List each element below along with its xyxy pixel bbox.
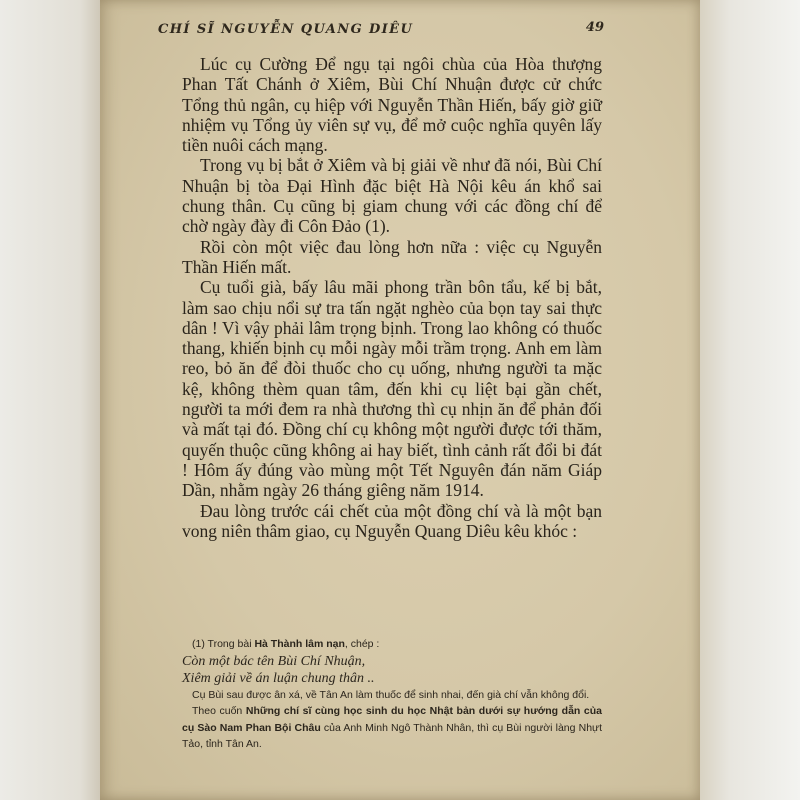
footnote-intro [182, 636, 602, 653]
right-background-margin [700, 0, 800, 800]
footnote-source-note [182, 703, 602, 753]
paragraph: Lúc cụ Cường Để ngụ tại ngôi chùa của Hòa thượng Phan Tất Chánh ở Xiêm, Bùi Chí Nhuận được cử chức Tổng thủ ngân, cụ hiệp với Nguyễn Thần Hiến, bấy giờ giữ nhiệm vụ Tổng ủy viên sự vụ, để mở cuộc nghĩa quyên lấy tiền nuôi cách mạng. [182, 54, 602, 156]
paragraph: Trong vụ bị bắt ở Xiêm và bị giải về như đã nói, Bùi Chí Nhuận bị tòa Đại Hình đặc biệt Hà Nội kêu án khổ sai chung thân. Cụ cũng bị giam chung với các đồng chí để chờ ngày đày đi Côn Đảo (1). [182, 155, 602, 237]
footnote-note: Cụ Bùi sau được ân xá, về Tân An làm thuốc để sinh nhai, đến già chí vẫn không đổi. [192, 688, 590, 701]
footnote-intro-prefix: (1) Trong bài [192, 638, 255, 650]
running-head: CHÍ SĨ NGUYỄN QUANG DIÊU [158, 22, 414, 37]
paragraph: Rồi còn một việc đau lòng hơn nữa : việc cụ Nguyễn Thần Hiến mất. [182, 236, 602, 277]
footnote-verse-line: Còn một bác tên Bùi Chí Nhuận, [182, 653, 366, 669]
footnote-source-suffix: của Anh Minh Ngô Thành Nhân, thì cụ Bùi người làng Nhựt Tảo, tỉnh Tân An. [182, 721, 602, 750]
footnote-intro-suffix: , chép : [344, 638, 380, 650]
footnote-verse-line: Xiêm giải về án luận chung thân .. [182, 670, 375, 686]
footnote-poem-title: Hà Thành lâm nạn [254, 638, 345, 650]
footnote [182, 636, 602, 753]
paragraph: Cụ tuổi già, bấy lâu mãi phong trần bôn tẩu, kế bị bắt, làm sao chịu nổi sự tra tấn ngặt nghèo của bọn tay sai thực dân ! Vì vậy phải lâm trọng bịnh. Trong lao không có thuốc thang, khiến bịnh cụ mỗi ngày mỗi trầm trọng. Anh em làm reo, bỏ ăn để đòi thuốc cho cụ uống, nhưng người ta mặc kệ, không thèm quan tâm, đến khi cụ liệt bại gần chết, người ta mới đem ra nhà thương thì cụ nhịn ăn để phản đối và mất tại đó. Đồng chí cụ không một người được tới thăm, quyến thuộc cũng không ai hay biết, tình cảnh rất đổi bi đát ! Hôm ấy đúng vào mùng một Tết Nguyên đán năm Giáp Dần, nhằm ngày 26 tháng giêng năm 1914. [182, 277, 602, 501]
left-background-margin [0, 0, 100, 800]
body-text [182, 54, 602, 541]
paragraph: Đau lòng trước cái chết của một đồng chí và là một bạn vong niên thâm giao, cụ Nguyễn Quang Diêu kêu khóc : [182, 500, 602, 541]
footnote-source-prefix: Theo cuốn [192, 705, 246, 717]
page-number: 49 [585, 20, 604, 35]
footnote-source-title: Những chí sĩ cùng học sinh du học Nhật bản dưới sự hướng dẫn của cụ Sào Nam Phan Bội Châu [182, 705, 602, 734]
book-page [100, 0, 700, 800]
